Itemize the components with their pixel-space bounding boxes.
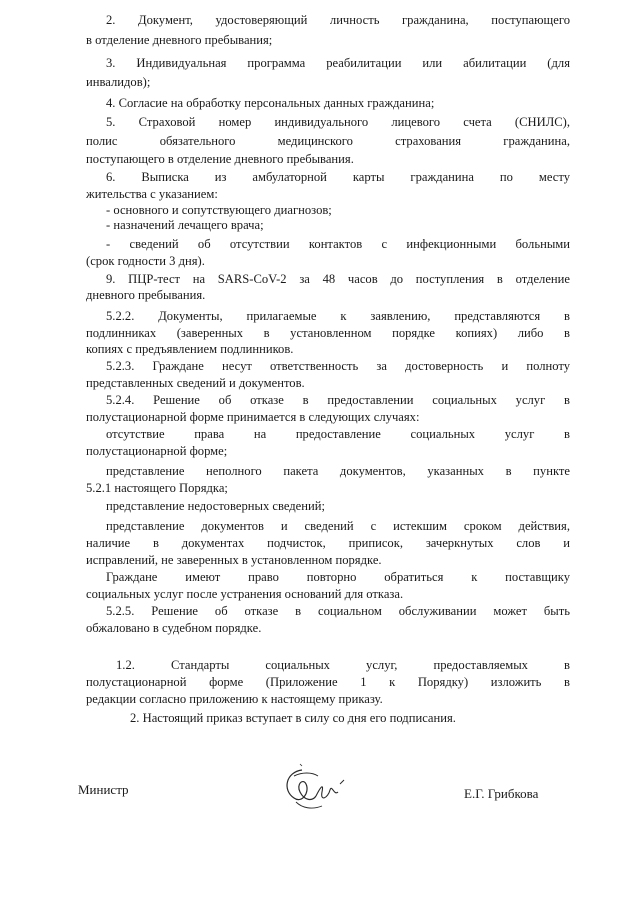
signatory-position: Министр: [78, 782, 129, 797]
text-line: 1.2. Стандарты социальных услуг, предоставляемых в: [116, 658, 570, 672]
text-line: дневного пребывания.: [86, 288, 206, 302]
signatory-name: Е.Г. Грибкова: [464, 786, 539, 801]
text-line: 9. ПЦР-тест на SARS-CoV-2 за 48 часов до поступления в отделение: [106, 272, 570, 286]
text-line: полустационарной форме;: [86, 444, 228, 458]
text-line: 5.2.3. Граждане несут ответственность за достоверность и полноту: [106, 359, 570, 373]
text-line: инвалидов);: [86, 75, 151, 89]
text-line: 2. Документ, удостоверяющий личность гражданина, поступающего: [106, 13, 570, 27]
text-line: 5.2.4. Решение об отказе в предоставлении социальных услуг в: [106, 393, 570, 407]
text-line: 5.2.5. Решение об отказе в социальном обслуживании может быть: [106, 604, 570, 618]
text-line: Граждане имеют право повторно обратиться к поставщику: [106, 570, 570, 584]
text-line: исправлений, не заверенных в установленном порядке.: [86, 553, 382, 567]
text-line: наличие в документах подчисток, приписок, зачеркнутых слов и: [86, 536, 570, 550]
text-line: 3. Индивидуальная программа реабилитации или абилитации (для: [106, 56, 570, 70]
text-line: представление неполного пакета документов, указанных в пункте: [106, 464, 570, 478]
text-line: 2. Настоящий приказ вступает в силу со дня его подписания.: [130, 711, 456, 725]
text-line: подлинниках (заверенных в установленном порядке копиях) либо в: [86, 326, 570, 340]
text-line: - основного и сопутствующего диагнозов;: [106, 203, 332, 217]
text-line: - сведений об отсутствии контактов с инфекционными больными: [106, 237, 570, 251]
text-line: представление недостоверных сведений;: [106, 499, 325, 513]
handwritten-signature: [272, 762, 362, 818]
text-line: обжаловано в судебном порядке.: [86, 621, 262, 635]
text-line: представление документов и сведений с истекшим сроком действия,: [106, 519, 570, 533]
text-line: отсутствие права на предоставление социальных услуг в: [106, 427, 570, 441]
text-line: полустационарной форме принимается в следующих случаях:: [86, 410, 420, 424]
text-line: представленных сведений и документов.: [86, 376, 305, 390]
text-line: 5.2.1 настоящего Порядка;: [86, 481, 228, 495]
text-line: 5.2.2. Документы, прилагаемые к заявлению, представляются в: [106, 309, 570, 323]
text-line: социальных услуг после устранения оснований для отказа.: [86, 587, 404, 601]
text-line: (срок годности 3 дня).: [86, 254, 205, 268]
text-line: 5. Страховой номер индивидуального лицевого счета (СНИЛС),: [106, 115, 570, 129]
text-line: 4. Согласие на обработку персональных данных гражданина;: [106, 96, 435, 110]
text-line: полустационарной форме (Приложение 1 к Порядку) изложить в: [86, 675, 570, 689]
text-line: поступающего в отделение дневного пребывания.: [86, 152, 354, 166]
text-line: полис обязательного медицинского страхования гражданина,: [86, 134, 570, 148]
text-line: жительства с указанием:: [86, 187, 218, 201]
text-line: - назначений лечащего врача;: [106, 218, 264, 232]
text-line: 6. Выписка из амбулаторной карты гражданина по месту: [106, 170, 570, 184]
text-line: редакции согласно приложению к настоящему приказу.: [86, 692, 383, 706]
text-line: копиях с предъявлением подлинников.: [86, 342, 294, 356]
text-line: в отделение дневного пребывания;: [86, 33, 273, 47]
